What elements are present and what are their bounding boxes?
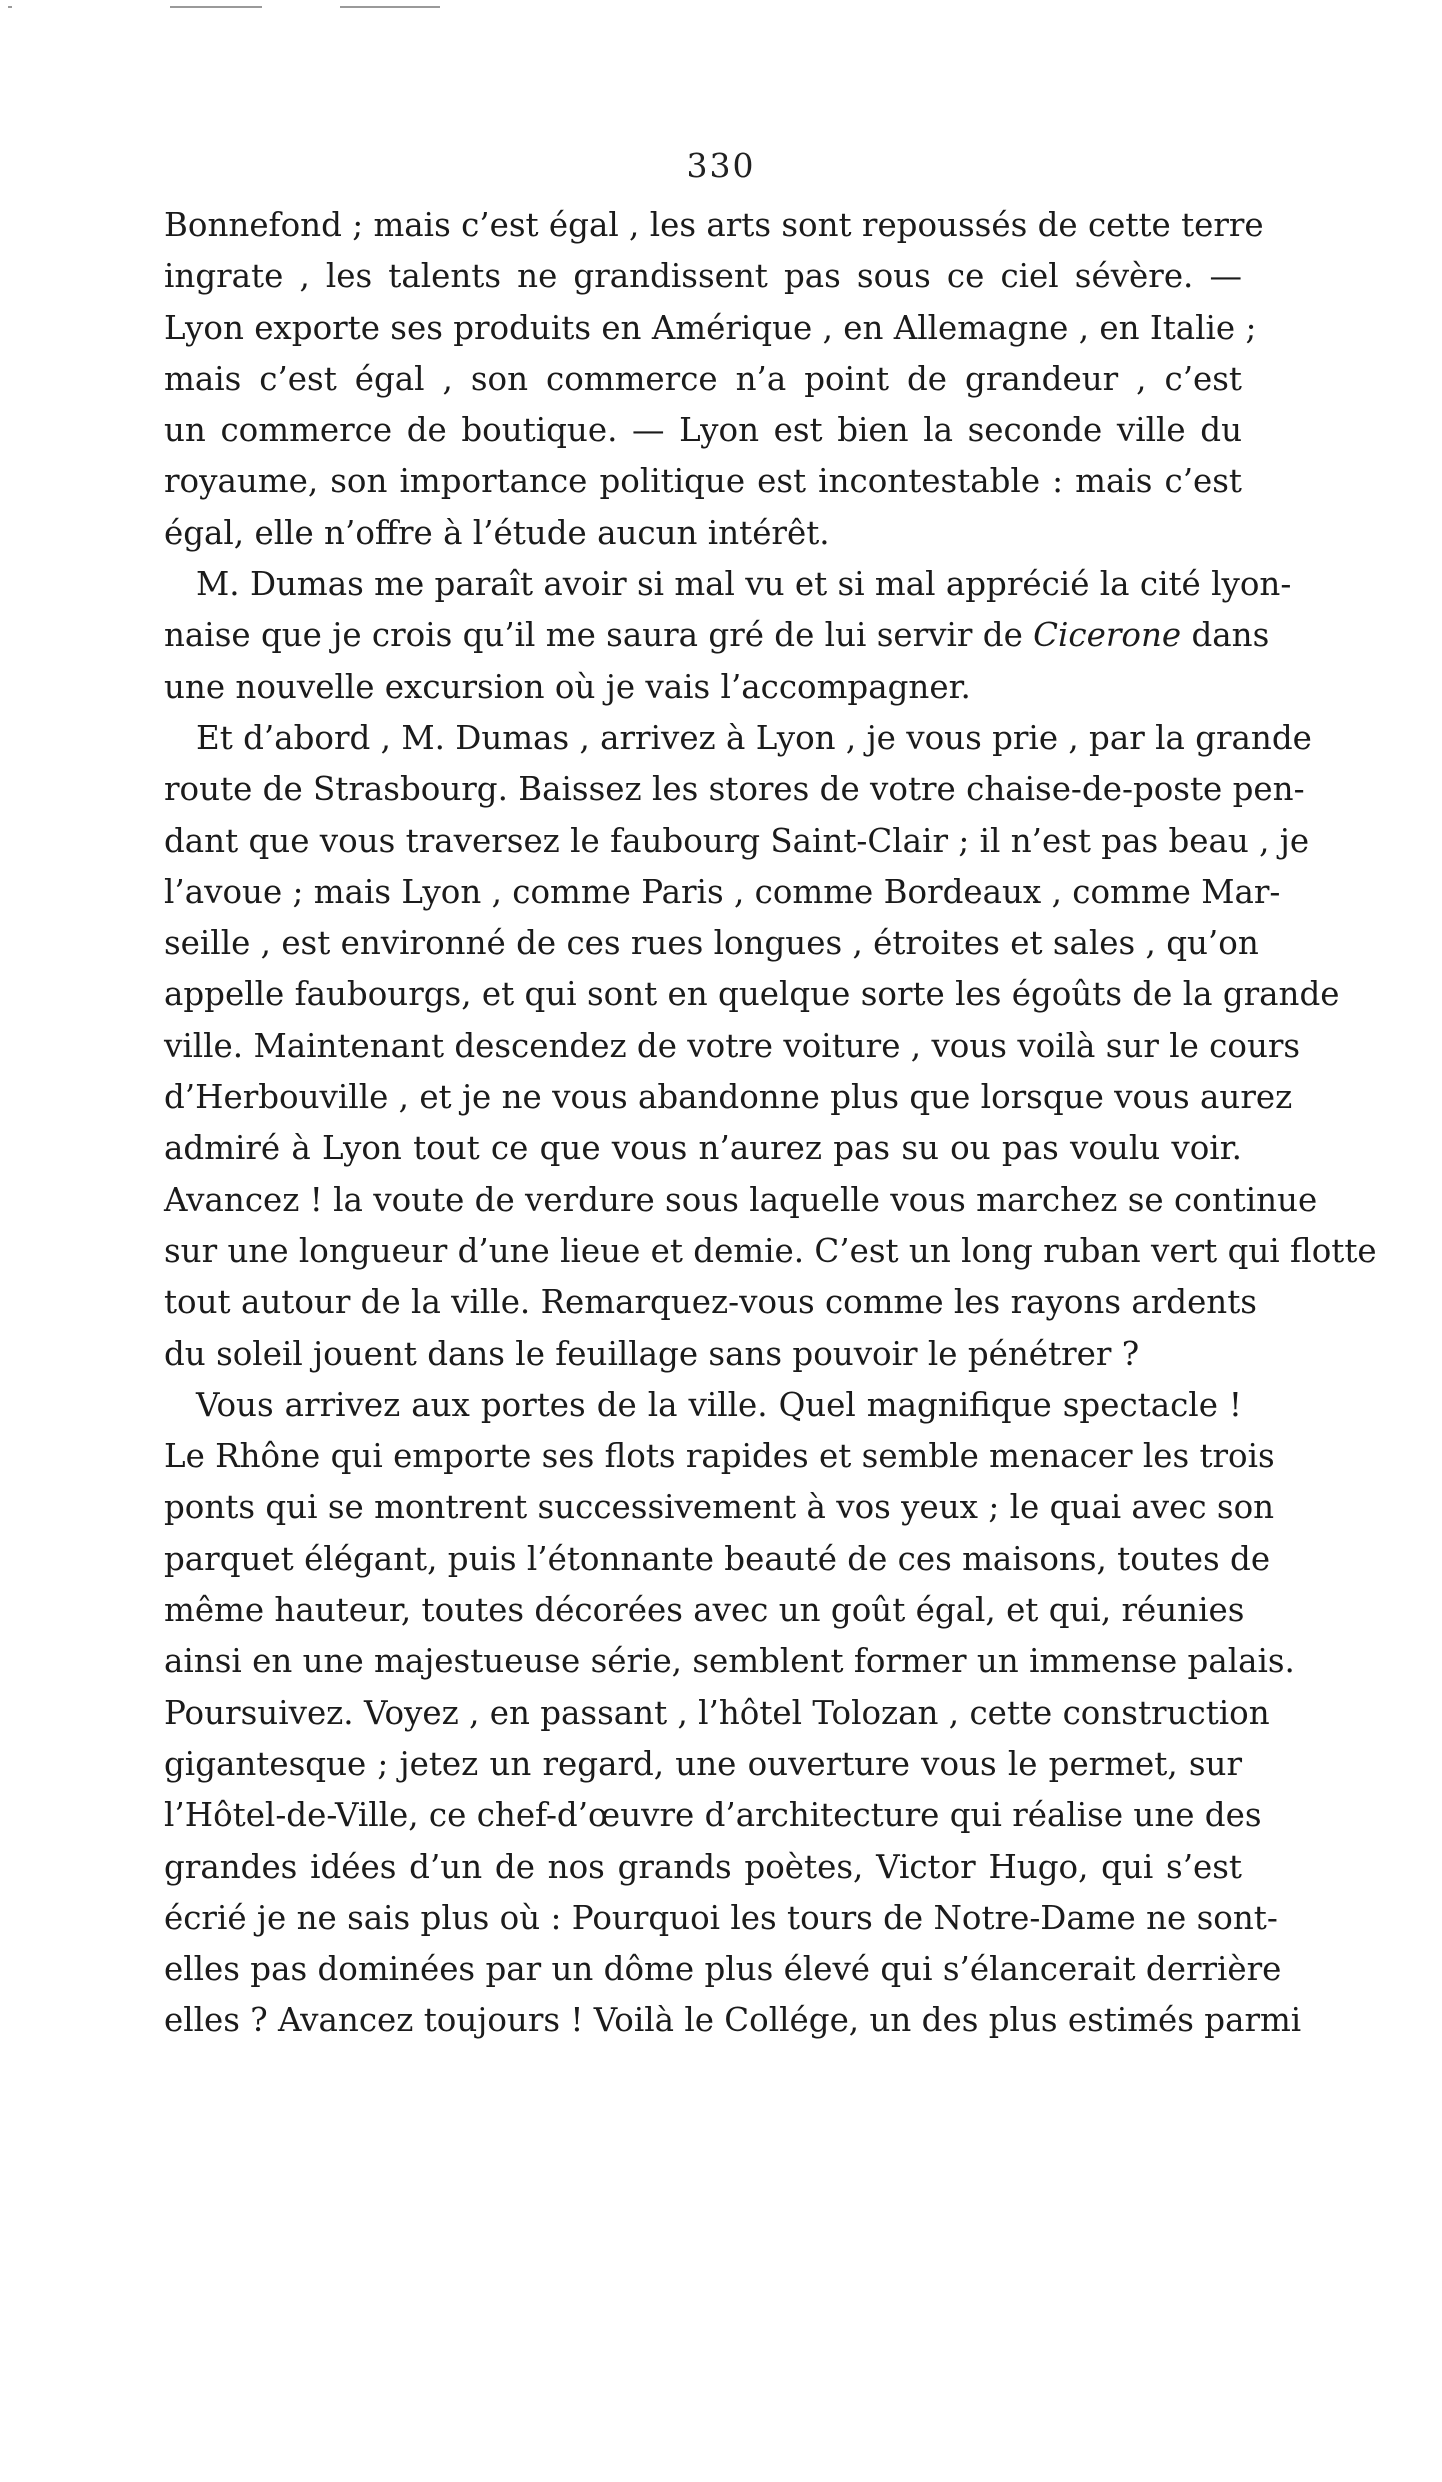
text-line: gigantesque ; jetez un regard, une ouverture vous le permet, sur bbox=[164, 1744, 1242, 1783]
text-line: écrié je ne sais plus où : Pourquoi les tours de Notre-Dame ne sont- bbox=[164, 1898, 1278, 1937]
text-line: royaume, son importance politique est incontestable : mais c’est bbox=[164, 462, 1242, 501]
text-line: tout autour de la ville. Remarquez-vous comme les rayons ardents bbox=[164, 1283, 1257, 1322]
body-text bbox=[164, 200, 1377, 2047]
text-line: ville. Maintenant descendez de votre voiture , vous voilà sur le cours bbox=[164, 1026, 1301, 1065]
italic-word: Cicerone bbox=[1033, 616, 1182, 655]
text-line: dant que vous traversez le faubourg Saint-Clair ; il n’est pas beau , je bbox=[164, 821, 1310, 860]
text-line: égal, elle n’offre à l’étude aucun intérêt. bbox=[164, 513, 830, 552]
paragraph bbox=[164, 559, 1292, 713]
top-edge-mark-left bbox=[8, 6, 12, 8]
text-line: seille , est environné de ces rues longues , étroites et sales , qu’on bbox=[164, 924, 1259, 963]
text-line: ainsi en une majestueuse série, semblent former un immense palais. bbox=[164, 1642, 1295, 1681]
top-edge-mark-right bbox=[340, 6, 440, 8]
text-line: admiré à Lyon tout ce que vous n’aurez pas su ou pas voulu voir. bbox=[164, 1129, 1242, 1168]
text-line: une nouvelle excursion où je vais l’accompagner. bbox=[164, 667, 971, 706]
text-line: un commerce de boutique. — Lyon est bien la seconde ville du bbox=[164, 411, 1242, 450]
text-line: Vous arrivez aux portes de la ville. Quel magnifique spectacle ! bbox=[196, 1385, 1242, 1424]
text-line: Poursuivez. Voyez , en passant , l’hôtel Tolozan , cette construction bbox=[164, 1693, 1270, 1732]
text-line: Bonnefond ; mais c’est égal , les arts sont repoussés de cette terre bbox=[164, 206, 1264, 244]
top-edge-mark-middle bbox=[170, 6, 262, 8]
text-line: route de Strasbourg. Baissez les stores de votre chaise-de-poste pen- bbox=[164, 770, 1305, 809]
text-line: M. Dumas me paraît avoir si mal vu et si mal apprécié la cité lyon- bbox=[196, 565, 1292, 604]
text-line: Lyon exporte ses produits en Amérique , en Allemagne , en Italie ; bbox=[164, 308, 1257, 347]
text-line: d’Herbouville , et je ne vous abandonne plus que lorsque vous aurez bbox=[164, 1078, 1293, 1117]
text-line: même hauteur, toutes décorées avec un goût égal, et qui, réunies bbox=[164, 1591, 1245, 1630]
text-line: elles pas dominées par un dôme plus élevé qui s’élancerait derrière bbox=[164, 1950, 1282, 1989]
text-line: mais c’est égal , son commerce n’a point de grandeur , c’est bbox=[164, 359, 1242, 398]
paragraph bbox=[164, 713, 1377, 1380]
text-line: parquet élégant, puis l’étonnante beauté de ces maisons, toutes de bbox=[164, 1539, 1271, 1578]
page-number: 330 bbox=[686, 146, 756, 185]
text-line: Le Rhône qui emporte ses flots rapides et semble menacer les trois bbox=[164, 1437, 1275, 1476]
text-line: Et d’abord , M. Dumas , arrivez à Lyon , je vous prie , par la grande bbox=[196, 718, 1312, 757]
text-line: Avancez ! la voute de verdure sous laquelle vous marchez se continue bbox=[164, 1180, 1318, 1219]
text-line: l’Hôtel-de-Ville, ce chef-d’œuvre d’architecture qui réalise une des bbox=[164, 1796, 1262, 1835]
text-line: ponts qui se montrent successivement à vos yeux ; le quai avec son bbox=[164, 1488, 1275, 1527]
text-line: l’avoue ; mais Lyon , comme Paris , comme Bordeaux , comme Mar- bbox=[164, 872, 1281, 911]
paragraph bbox=[164, 1380, 1302, 2047]
text-line: du soleil jouent dans le feuillage sans pouvoir le pénétrer ? bbox=[164, 1334, 1140, 1373]
text-line: appelle faubourgs, et qui sont en quelque sorte les égoûts de la grande bbox=[164, 975, 1340, 1014]
text-line: grandes idées d’un de nos grands poètes, Victor Hugo, qui s’est bbox=[164, 1847, 1242, 1886]
text-line: naise que je crois qu’il me saura gré de lui servir de Cicerone dans bbox=[164, 616, 1270, 655]
paragraph bbox=[164, 200, 1264, 559]
text-line: ingrate , les talents ne grandissent pas sous ce ciel sévère. — bbox=[164, 257, 1242, 296]
text-line: elles ? Avancez toujours ! Voilà le Collége, un des plus estimés parmi bbox=[164, 2001, 1302, 2040]
text-line: sur une longueur d’une lieue et demie. C’est un long ruban vert qui flotte bbox=[164, 1231, 1377, 1270]
